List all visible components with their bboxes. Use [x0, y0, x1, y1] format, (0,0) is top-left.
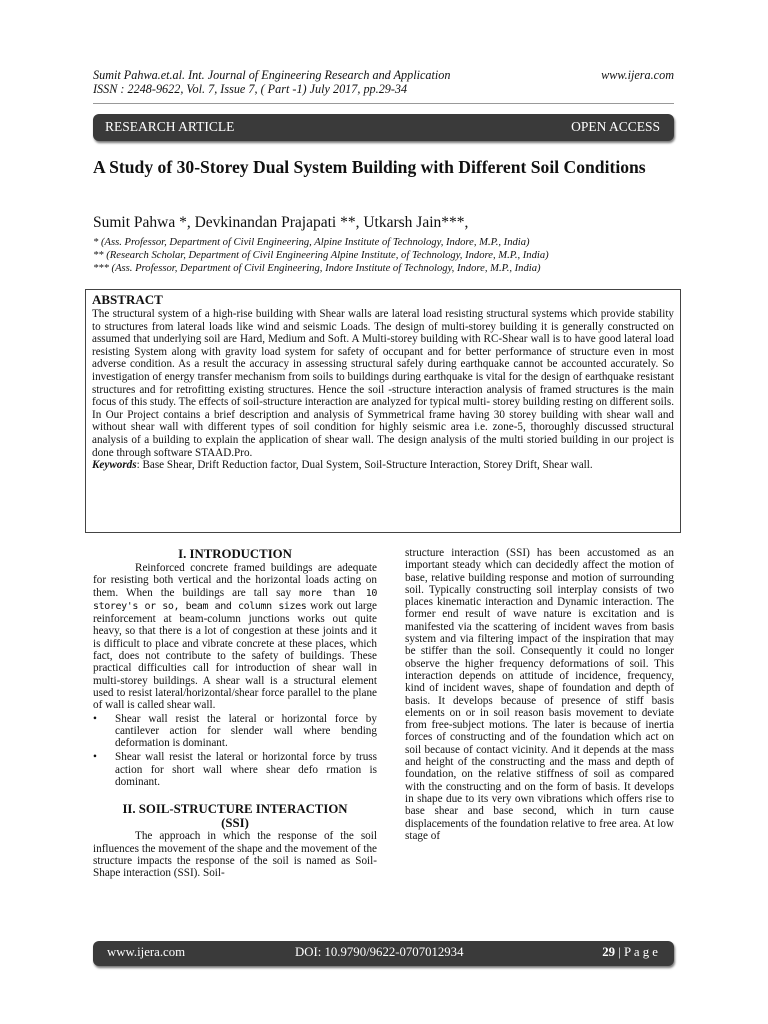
ssi-continued-paragraph: structure interaction (SSI) has been accustomed as an important steady which can decidedly affect the motion of base, relative building response and motion of surrounding soil. Typically constructing soil interplay consists of two places kinematic interaction and Dynamic interaction. The former end result of wave nature is excitation and is manifested via the scattering of incident waves from basis system and via filtering impact of the inspiration that may be stiffer than the soil. Consequently it could no longer observe the higher frequency deformations of soil. This interaction depends on attitude of incidence, frequency, kind of incident waves, shape of foundation and depth of basis. It develops because of presence of stiff basis elements on or in soil reason basis movement to deviate from free-subject motions. The later is because of inertia forces of constructing and of the foundation which act on soil because of contact vicinity. And it depends at the mass and height of the constructing and the mass and depth of foundation, on the relative stiffness of soil as compared with the constructing and on the form of basis. It develops in shape due to its very own vibrations which offers rise to base shear and base second, which in turn cause displacements of the foundation relative to free area. At low stage of: [405, 547, 674, 842]
left-column: [93, 547, 377, 880]
bullet-icon: •: [93, 751, 97, 764]
journal-citation: [93, 68, 450, 96]
introduction-paragraph: [93, 562, 377, 712]
footer-doi: DOI: 10.9790/9622-0707012934: [295, 945, 464, 959]
affiliation-1: * (Ass. Professor, Department of Civil Engineering, Alpine Institute of Technology, Indore, M.P., India): [93, 237, 530, 248]
author-list: Sumit Pahwa *, Devkinandan Prajapati **, Utkarsh Jain***,: [93, 214, 469, 231]
bullet-text: Shear wall resist the lateral or horizontal force by truss action for short wall where shear defo rmation is dominant.: [115, 751, 377, 789]
keywords-text: : Base Shear, Drift Reduction factor, Dual System, Soil-Structure Interaction, Storey Drift, Shear wall.: [136, 459, 593, 472]
article-type-banner: [93, 114, 674, 141]
ssi-heading: [93, 802, 377, 830]
bullet-text: Shear wall resist the lateral or horizontal force by cantilever action for slender wall where bending deformation is dominant.: [115, 712, 377, 750]
list-item: [93, 713, 377, 750]
abstract-box: [85, 289, 681, 533]
ssi-paragraph: The approach in which the response of the soil influences the movement of the shape and the movement of the structure impacts the response of the soil is named as Soil-Shape interaction (SSI). Soil-: [93, 830, 377, 880]
header-rule: [93, 103, 674, 104]
open-access-label: OPEN ACCESS: [571, 119, 660, 134]
footer-page: [602, 945, 658, 960]
list-item: [93, 751, 377, 788]
intro-text-a: Reinforced concrete framed buildings are adequate for resisting both vertical and the horizontal loads acting on them. When the buildings are tall say: [93, 562, 377, 599]
citation-line-2: ISSN : 2248-9622, Vol. 7, Issue 7, ( Part -1) July 2017, pp.29-34: [93, 82, 408, 96]
ssi-heading-line-2: (SSI): [221, 816, 249, 831]
intro-text-mono: more than 10 storey's or so, beam and column sizes: [93, 587, 377, 612]
header-website: www.ijera.com: [601, 68, 674, 82]
right-column: [405, 547, 674, 842]
keywords: [92, 459, 674, 472]
keywords-label: Keywords: [92, 459, 137, 472]
intro-text-b: work out large reinforcement at beam-column junctions works out quite heavy, so that there is a lot of congestion at these joints and it is difficult to place and vibrate concrete at these places, which fact, does not contribute to the safety of buildings. These practical difficulties call for introduction of shear wall in multi-storey buildings. A shear wall is a structural element used to resist lateral/horizontal/shear force parallel to the plane of wall is called shear wall.: [93, 599, 377, 712]
bullet-icon: •: [93, 712, 97, 725]
citation-line-1: Sumit Pahwa.et.al. Int. Journal of Engineering Research and Application: [93, 68, 451, 82]
abstract-heading: ABSTRACT: [92, 292, 163, 307]
page-number: 29: [602, 945, 616, 959]
research-article-label: RESEARCH ARTICLE: [105, 119, 235, 134]
ssi-heading-line-1: II. SOIL-STRUCTURE INTERACTION: [122, 802, 348, 817]
affiliation-3: *** (Ass. Professor, Department of Civil Engineering, Indore Institute of Technology, Indore, M.P., India): [93, 263, 541, 274]
page-label: | P a g e: [615, 945, 658, 959]
paper-title: A Study of 30-Storey Dual System Building with Different Soil Conditions: [93, 157, 646, 177]
abstract-body: The structural system of a high-rise building with Shear walls are lateral load resisting structural systems which provide stability to structures from lateral loads like wind and seismic Loads. The design of multi-storey building it is generally constructed on assumed that underlying soil are Hard, Medium and Soft. A Multi-storey building with RC-Shear wall is to have good lateral load resisting System along with gravity load system for safety of occupant and for better performance of structure even in most adverse condition. As a result the accuracy in assessing structural safely during earthquake cannot be accounted accurately. So investigation of energy transfer mechanism from soils to buildings during earthquake is vital for the design of earthquake resistant structures and for retrofitting existing structures. Hence the soil -structure interaction analysis of framed structures is the main focus of this study. The effects of soil-structure interaction are analyzed for typical multi- storey building resting on different soils. In Our Project contains a brief description and analysis of Symmetrical frame having 30 storey building with shear wall and without shear wall with different types of soil condition for highly seismic area i.e. zone-5, thoroughly discussed structural analysis of a building to explain the application of shear wall. The design analysis of the multi storied building in our project is done through software STAAD.Pro.: [92, 308, 674, 459]
page-footer: [93, 941, 674, 966]
affiliation-2: ** (Research Scholar, Department of Civil Engineering Alpine Institute, of Technology, Indore, M.P., India): [93, 250, 549, 261]
introduction-heading: I. INTRODUCTION: [178, 547, 292, 561]
footer-website: www.ijera.com: [107, 945, 186, 959]
